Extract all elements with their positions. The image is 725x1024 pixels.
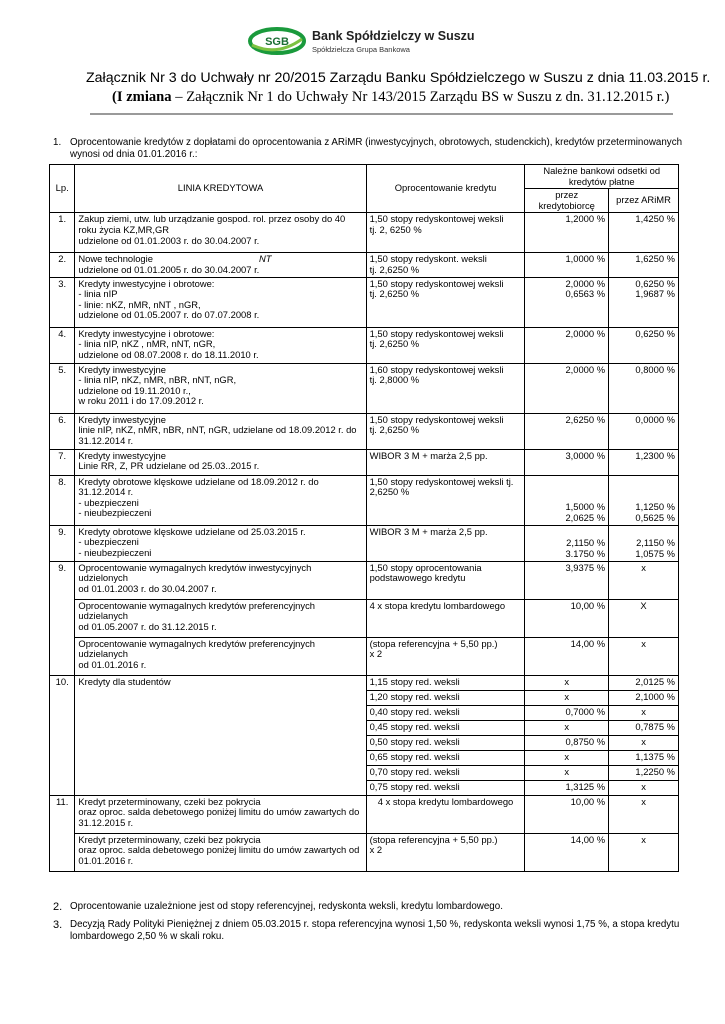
row-borrower-value: x: [525, 750, 609, 765]
row-borrower-value: 1,5000 % 2,0625 %: [525, 475, 609, 525]
row-line: Kredyty inwestycyjne - linia nIP, nKZ, nMR, nBR, nNT, nGR, udzielone od 19.11.2010 r., w roku 2011 i do 17.09.2012 r.: [75, 363, 366, 413]
header-line: LINIA KREDYTOWA: [75, 165, 366, 213]
row-line: Oprocentowanie wymagalnych kredytów preferencyjnych udzielanych od 01.05.2007 r. do 31.12.2015 r.: [75, 599, 366, 637]
row-arimr-value: x: [609, 795, 679, 833]
table-row: [50, 213, 679, 253]
row-line-code: NT: [258, 253, 272, 265]
row-borrower-value: x: [525, 720, 609, 735]
row-borrower-value: 3,9375 %: [525, 561, 609, 599]
header-arimr: przez ARiMR: [609, 189, 679, 213]
row-arimr-value: 1,2250 %: [609, 765, 679, 780]
table-row: [50, 363, 679, 413]
footnote-2-number: 2.: [53, 901, 63, 913]
sgb-logo-icon: [248, 27, 306, 55]
header-due: Należne bankowi odsetki od kredytów płatne: [525, 165, 679, 189]
row-arimr-value: 2,1150 % 1,0575 %: [609, 525, 679, 561]
bank-name: Bank Spółdzielczy w Suszu: [312, 29, 475, 43]
row-rate: 1,50 stopy redyskontowej weksli tj. 2,6250 %: [366, 327, 525, 363]
row-line: Kredyty inwestycyjne Linie RR, Z, PR udzielane od 25.03..2015 r.: [75, 449, 366, 475]
row-arimr-value: 0,6250 % 1,9687 %: [609, 277, 679, 327]
row-lp: 4.: [50, 327, 75, 363]
row-line-name: Nowe technologie: [78, 253, 153, 265]
row-lp: 1.: [50, 213, 75, 253]
row-arimr-value: X: [609, 599, 679, 637]
table-row: [50, 253, 679, 277]
row-borrower-value: x: [525, 690, 609, 705]
table-row: [50, 475, 679, 525]
header-lp: Lp.: [50, 165, 75, 213]
row-borrower-value: 2,0000 %: [525, 363, 609, 413]
row-rate: 0,45 stopy red. weksli: [366, 720, 525, 735]
table-row: [50, 833, 679, 871]
header-rate: Oprocentowanie kredytu: [366, 165, 525, 213]
row-arimr-value: 0,6250 %: [609, 327, 679, 363]
bank-logo: [248, 25, 488, 59]
intro-text: Oprocentowanie kredytów z dopłatami do oprocentowania z ARiMR (inwestycyjnych, obrotowych, studenckich), kredytów przeterminowanych wynosi od dnia 01.01.2016 r.:: [70, 137, 683, 160]
row-rate: 1,50 stopy redyskontowej weksli tj. 2,6250 %: [366, 475, 525, 525]
row-arimr-value: 0,8000 %: [609, 363, 679, 413]
row-borrower-value: 10,00 %: [525, 795, 609, 833]
row-rate: 1,20 stopy red. weksli: [366, 690, 525, 705]
row-borrower-value: 0,7000 %: [525, 705, 609, 720]
row-borrower-value: 0,8750 %: [525, 735, 609, 750]
row-rate: 1,50 stopy redyskontowej weksli tj. 2, 6250 %: [366, 213, 525, 253]
row-lp: 6.: [50, 413, 75, 449]
row-arimr-value: 2,0125 %: [609, 675, 679, 690]
row-lp: 7.: [50, 449, 75, 475]
intro-number: 1.: [53, 137, 62, 148]
table-row: [50, 561, 679, 599]
row-borrower-value: 1,2000 %: [525, 213, 609, 253]
row-arimr-value: 1,1250 % 0,5625 %: [609, 475, 679, 525]
row-line: Kredyty inwestycyjne i obrotowe: - linia nIP - linie: nKZ, nMR, nNT , nGR, udzielone od 01.05.2007 r. do 07.07.2008 r.: [75, 277, 366, 327]
row-borrower-value: x: [525, 765, 609, 780]
row-lp: 11.: [50, 795, 75, 871]
header-divider: [90, 113, 673, 115]
row-line-dates: udzielone od 01.01.2005 r. do 30.04.2007 r.: [78, 263, 260, 275]
row-line: Kredyt przeterminowany, czeki bez pokrycia oraz oproc. salda debetowego poniżej limitu do umów zawartych od 01.01.2016 r.: [75, 833, 366, 871]
table-row: [50, 599, 679, 637]
row-rate: 1,15 stopy red. weksli: [366, 675, 525, 690]
footnote-3-number: 3.: [53, 919, 63, 931]
row-arimr-value: 1,2300 %: [609, 449, 679, 475]
table-row: [50, 637, 679, 675]
row-borrower-value: 10,00 %: [525, 599, 609, 637]
row-rate: 0,50 stopy red. weksli: [366, 735, 525, 750]
subtitle-rest: – Załącznik Nr 1 do Uchwały Nr 143/2015 Zarządu BS w Suszu z dn. 31.12.2015 r.): [171, 89, 670, 105]
row-rate: WIBOR 3 M + marża 2,5 pp.: [366, 449, 525, 475]
row-borrower-value: 1,3125 %: [525, 780, 609, 795]
table-row: [50, 795, 679, 833]
row-line: Kredyty obrotowe klęskowe udzielane od 18.09.2012 r. do 31.12.2014 r. - ubezpieczeni - nieubezpieczeni: [75, 475, 366, 525]
row-borrower-value: 3,0000 %: [525, 449, 609, 475]
table-row: [50, 675, 679, 690]
row-arimr-value: x: [609, 637, 679, 675]
row-borrower-value: 14,00 %: [525, 637, 609, 675]
row-borrower-value: 14,00 %: [525, 833, 609, 871]
row-lp: 9.: [50, 525, 75, 561]
row-arimr-value: 2,1000 %: [609, 690, 679, 705]
bank-group: Spółdzielcza Grupa Bankowa: [312, 45, 410, 54]
row-rate: 1,50 stopy oprocentowania podstawowego kredytu: [366, 561, 525, 599]
row-borrower-value: 2,0000 %: [525, 327, 609, 363]
row-rate: 0,70 stopy red. weksli: [366, 765, 525, 780]
row-lp: 10.: [50, 675, 75, 795]
row-line: Oprocentowanie wymagalnych kredytów preferencyjnych udzielanych od 01.01.2016 r.: [75, 637, 366, 675]
row-arimr-value: x: [609, 705, 679, 720]
row-line: Kredyty inwestycyjne i obrotowe: - linia nIP, nKZ , nMR, nNT, nGR, udzielone od 08.07.2008 r. do 18.11.2010 r.: [75, 327, 366, 363]
table-row: [50, 413, 679, 449]
row-rate: 1,60 stopy redyskontowej weksli tj. 2,8000 %: [366, 363, 525, 413]
row-rate: 0,65 stopy red. weksli: [366, 750, 525, 765]
subtitle-bold: (I zmiana: [112, 89, 172, 105]
row-rate: (stopa referencyjna + 5,50 pp.) x 2: [366, 833, 525, 871]
row-lp: 5.: [50, 363, 75, 413]
row-line: [75, 253, 366, 277]
row-line: Kredyty obrotowe klęskowe udzielane od 25.03.2015 r. - ubezpieczeni - nieubezpieczeni: [75, 525, 366, 561]
row-borrower-value: 2,6250 %: [525, 413, 609, 449]
footnote-3-text: Decyzją Rady Polityki Pieniężnej z dniem 05.03.2015 r. stopa referencyjna wynosi 1,50 %, redyskonta weksli wynosi 1,75 %, a stopa kredytu lombardowego 2,50 % w skali roku.: [70, 919, 680, 942]
row-rate: 1,50 stopy redyskontowej weksli tj. 2,6250 %: [366, 277, 525, 327]
row-arimr-value: x: [609, 780, 679, 795]
header-borrower: przez kredytobiorcę: [525, 189, 609, 213]
row-rate: 4 x stopa kredytu lombardowego: [366, 599, 525, 637]
row-line: Zakup ziemi, utw. lub urządzanie gospod. rol. przez osoby do 40 roku życia KZ,MR,GR udzielone od 01.01.2003 r. do 30.04.2007 r.: [75, 213, 366, 253]
table-row: [50, 277, 679, 327]
row-rate: (stopa referencyjna + 5,50 pp.) x 2: [366, 637, 525, 675]
row-rate: WIBOR 3 M + marża 2,5 pp.: [366, 525, 525, 561]
rates-table: [49, 164, 679, 872]
row-line: Kredyty inwestycyjne linie nIP, nKZ, nMR, nBR, nNT, nGR, udzielane od 18.09.2012 r. do 31.12.2014 r.: [75, 413, 366, 449]
row-borrower-value: x: [525, 675, 609, 690]
table-row: [50, 449, 679, 475]
row-arimr-value: 0,0000 %: [609, 413, 679, 449]
row-lp: 3.: [50, 277, 75, 327]
row-rate: 1,50 stopy redyskontowej weksli tj. 2,6250 %: [366, 413, 525, 449]
footnote-3: [53, 919, 683, 943]
table-row: [50, 327, 679, 363]
document-title: Załącznik Nr 3 do Uchwały nr 20/2015 Zarządu Banku Spółdzielczego w Suszu z dnia 11.03.2015 r.: [86, 70, 711, 86]
row-arimr-value: 0,7875 %: [609, 720, 679, 735]
footnote-2: [53, 901, 683, 913]
row-rate: 0,75 stopy red. weksli: [366, 780, 525, 795]
intro-paragraph: [53, 137, 683, 161]
row-borrower-value: 2,0000 % 0,6563 %: [525, 277, 609, 327]
row-rate: 4 x stopa kredytu lombardowego: [366, 795, 525, 833]
logo-badge-text: SGB: [265, 36, 289, 48]
row-rate: 0,40 stopy red. weksli: [366, 705, 525, 720]
row-rate: 1,50 stopy redyskont. weksli tj. 2,6250 %: [366, 253, 525, 277]
row-arimr-value: 1,4250 %: [609, 213, 679, 253]
row-lp: 2.: [50, 253, 75, 277]
row-arimr-value: 1,6250 %: [609, 253, 679, 277]
row-lp: 9.: [50, 561, 75, 675]
row-line: Kredyt przeterminowany, czeki bez pokrycia oraz oproc. salda debetowego poniżej limitu do umów zawartych do 31.12.2015 r.: [75, 795, 366, 833]
row-borrower-value: 2,1150 % 3.1750 %: [525, 525, 609, 561]
row-arimr-value: x: [609, 735, 679, 750]
row-line: Oprocentowanie wymagalnych kredytów inwestycyjnych udzielonych od 01.01.2003 r. do 30.04.2007 r.: [75, 561, 366, 599]
row-borrower-value: 1,0000 %: [525, 253, 609, 277]
row-line: Kredyty dla studentów: [75, 675, 366, 795]
table-row: [50, 525, 679, 561]
row-arimr-value: 1,1375 %: [609, 750, 679, 765]
document-subtitle: [112, 89, 669, 106]
footnote-2-text: Oprocentowanie uzależnione jest od stopy referencyjnej, redyskonta weksli, kredytu lombardowego.: [70, 901, 503, 912]
row-arimr-value: x: [609, 561, 679, 599]
row-arimr-value: x: [609, 833, 679, 871]
row-lp: 8.: [50, 475, 75, 525]
